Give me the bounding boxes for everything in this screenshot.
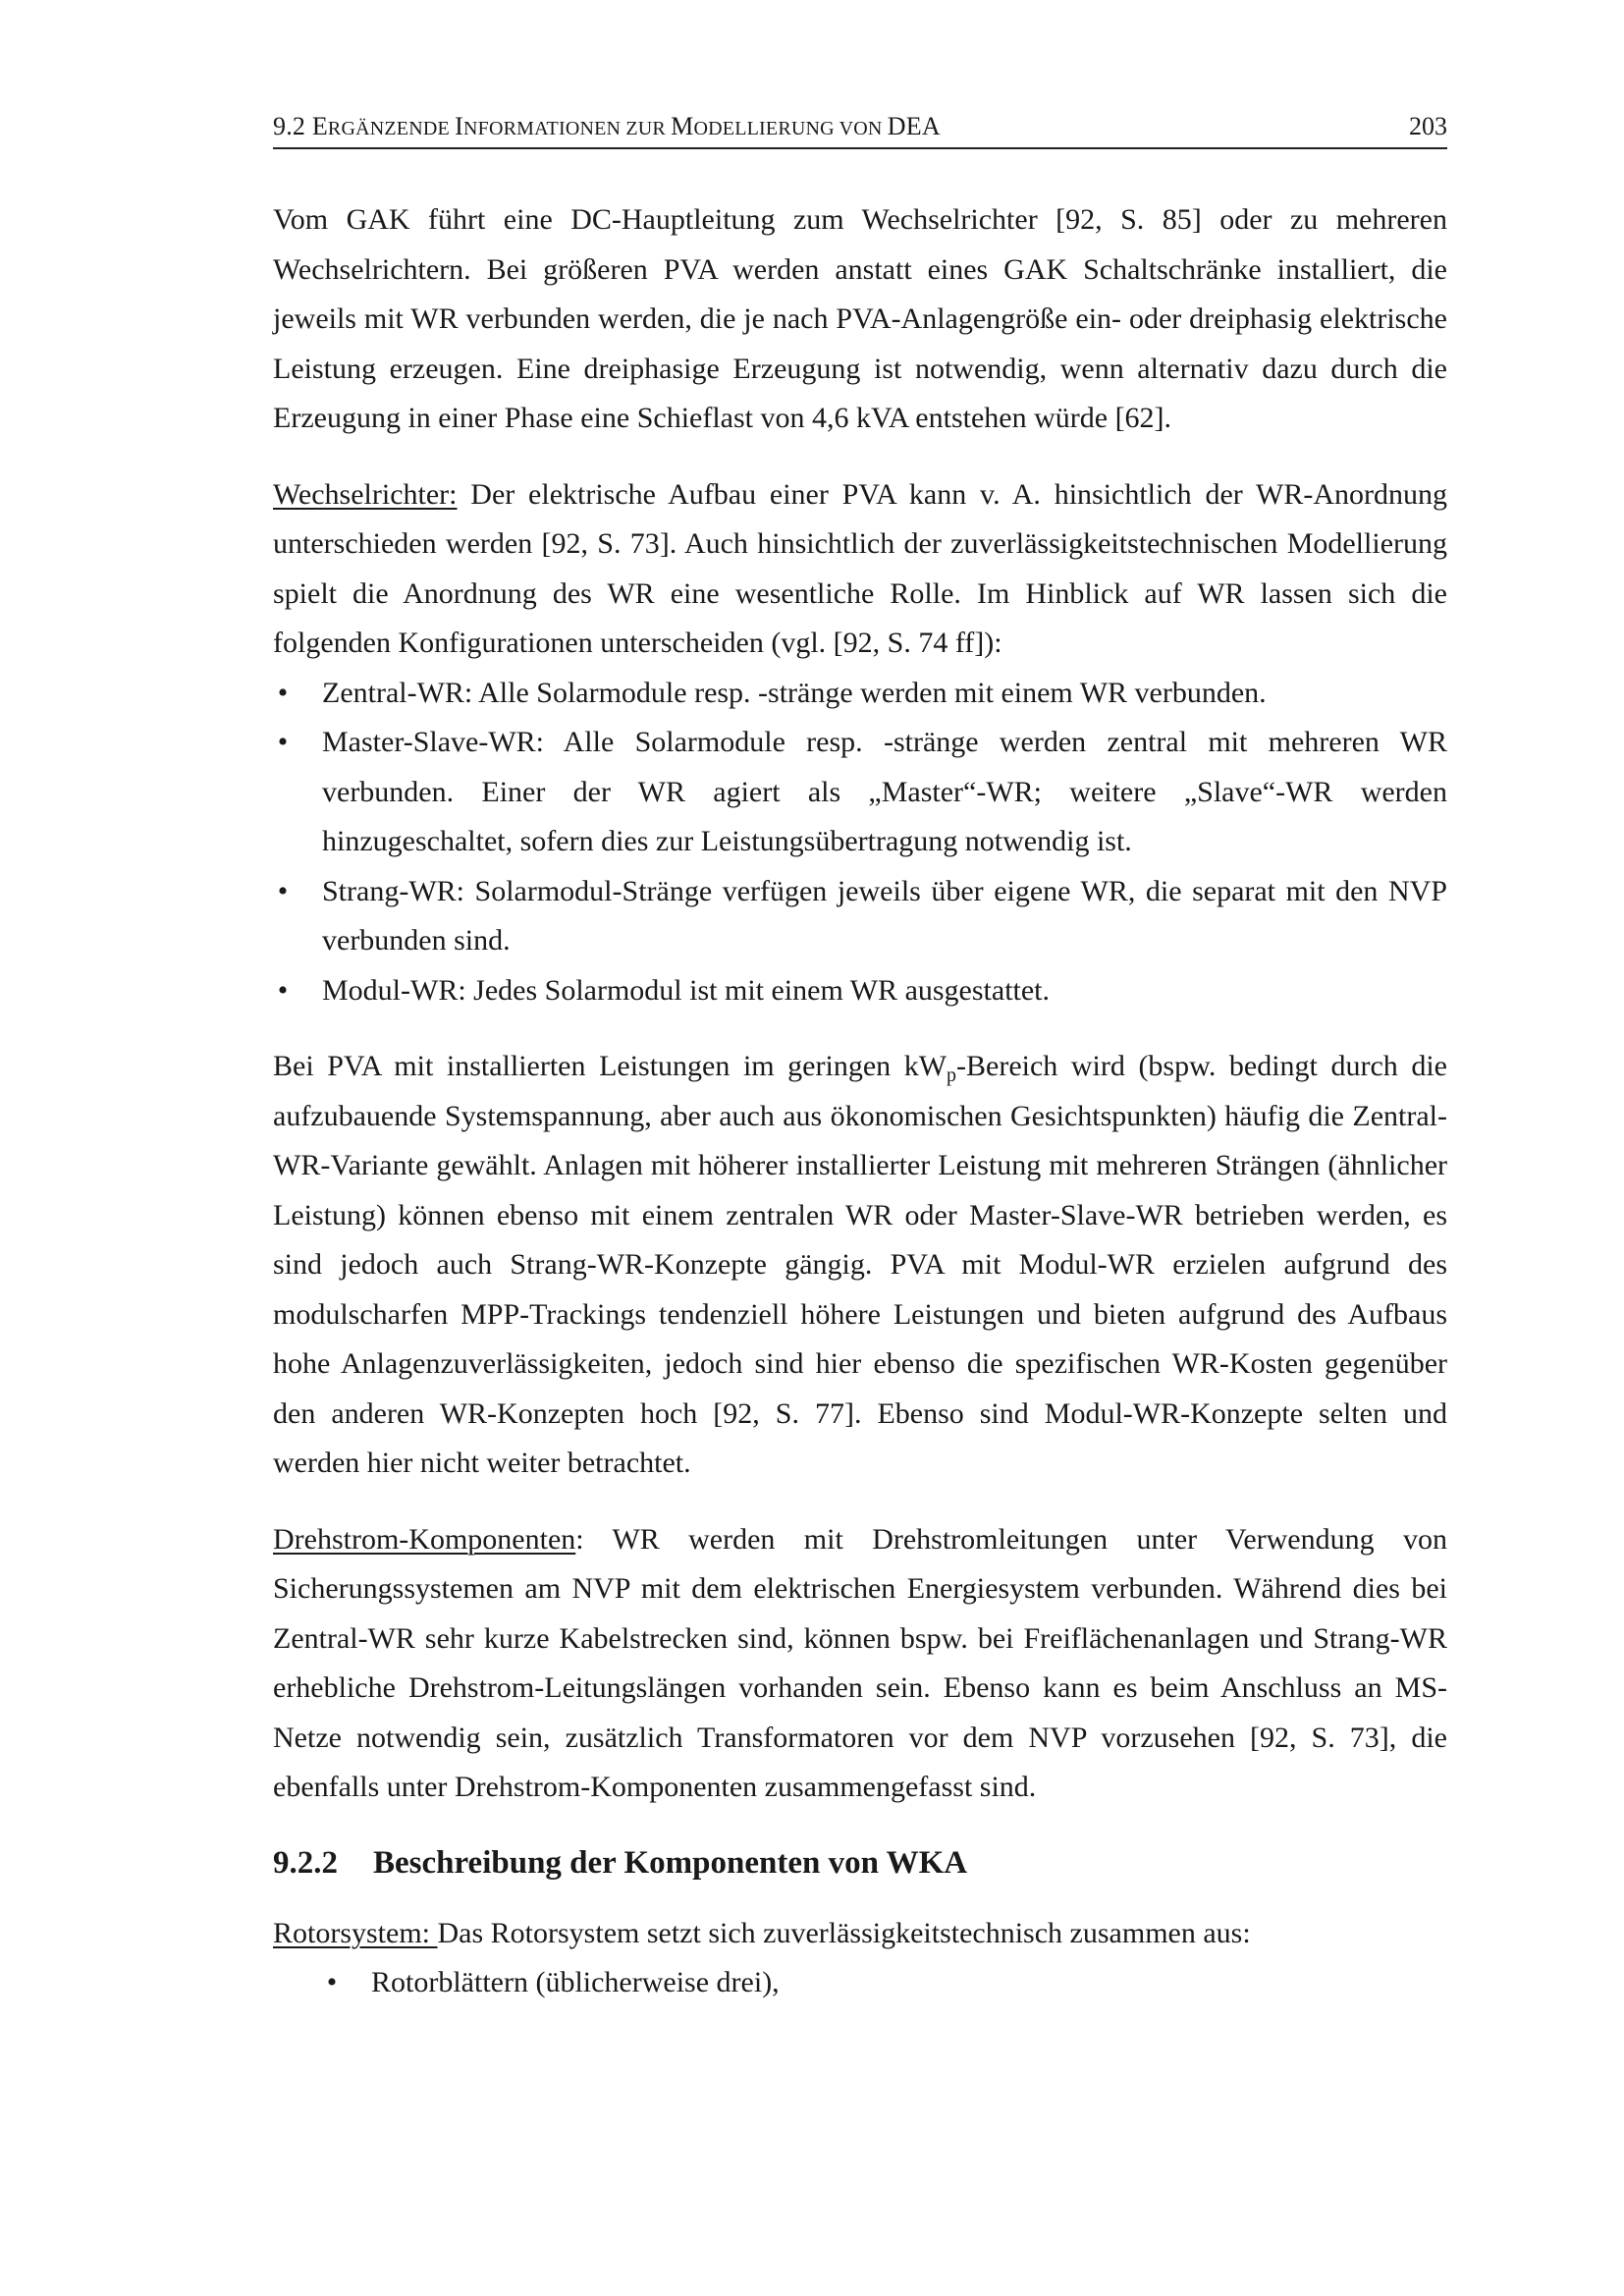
term-rotorsystem: Rotorsystem: (273, 1916, 438, 1949)
list-rotor-components (273, 1958, 1447, 2008)
running-header (273, 112, 1447, 149)
paragraph-pva-konzepte: Bei PVA mit installierten Leistungen im geringen $kW_p$-Bereich wird (bspw. bedingt durch die aufzubauende Systemspannung, aber auch aus ökonomischen Gesichtspunkten) häufig die Zentral-WR-Variante gewählt. Anlagen mit höherer installierter Leistung mit mehreren Strängen (ähnlicher Leistung) können ebenso mit einem zentralen WR oder Master-Slave-WR betrieben werden, es sind jedoch auch Strang-WR-Konzepte gängig. PVA mit Modul-WR erzielen aufgrund des modulscharfen MPP-Trackings tendenziell höhere Leistungen und bieten aufgrund des Aufbaus hohe Anlagenzuverlässigkeiten, jedoch sind hier ebenso die spezifischen WR-Kosten gegenüber den anderen WR-Konzepten hoch [92, S. 77]. Ebenso sind Modul-WR-Konzepte selten und werden hier nicht weiter betrachtet. (273, 1050, 1447, 1479)
page-number: 203 (1409, 112, 1447, 140)
paragraph-gak: Vom GAK führt eine DC-Hauptleitung zum Wechselrichter [92, S. 85] oder zu mehreren Wechselrichtern. Bei größeren PVA werden anstatt eines GAK Schaltschränke installiert, die jeweils mit WR verbunden werden, die je nach PVA-Anlagengröße ein- oder dreiphasig elektrische Leistung erzeugen. Eine dreiphasige Erzeugung ist notwendig, wenn alternativ dazu durch die Erzeugung in einer Phase eine Schieflast von 4,6 kVA entstehen würde [62]. (273, 203, 1447, 434)
body-text (273, 195, 1447, 2008)
list-item: • Master-Slave-WR: Alle Solarmodule resp. -stränge werden zentral mit mehreren WR verbunden. Einer der WR agiert als „Master“-WR; weitere „Slave“-WR werden hinzugeschaltet, sofern dies zur Leistungsübertragung notwendig ist. (273, 718, 1447, 867)
term-wechselrichter: Wechselrichter: (273, 477, 458, 511)
bullet-icon: • (277, 973, 289, 1007)
running-title: 9.2 ERGÄNZENDE INFORMATIONEN ZUR MODELLIERUNG VON DEA (273, 112, 941, 140)
paragraph-rotorsystem: Rotorsystem: Das Rotorsystem setzt sich zuverlässigkeitstechnisch zusammen aus: (273, 1916, 1251, 1949)
term-drehstrom-komponenten: Drehstrom-Komponenten (273, 1522, 576, 1556)
list-item: • Zentral-WR: Alle Solarmodule resp. -stränge werden mit einem WR verbunden. (273, 669, 1447, 719)
list-item: • Modul-WR: Jedes Solarmodul ist mit einem WR ausgestattet. (273, 966, 1447, 1016)
section-number: 9.2.2 (273, 1844, 338, 1881)
bullet-icon: • (326, 1966, 338, 1998)
bullet-icon: • (277, 874, 289, 907)
paragraph-wechselrichter: Wechselrichter: Der elektrische Aufbau einer PVA kann v. A. hinsichtlich der WR-Anordnung unterschieden werden [92, S. 73]. Auch hinsichtlich der zuverlässigkeitstechnischen Modellierung spielt die Anordnung des WR eine wesentliche Rolle. Im Hinblick auf WR lassen sich die folgenden Konfigurationen unterscheiden (vgl. [92, S. 74 ff]): (273, 477, 1447, 659)
list-item: • Strang-WR: Solarmodul-Stränge verfügen jeweils über eigene WR, die separat mit den NVP verbunden sind. (273, 867, 1447, 966)
list-wr-configurations (273, 669, 1447, 1016)
paragraph-drehstrom: Drehstrom-Komponenten: WR werden mit Drehstromleitungen unter Verwendung von Sicherungssystemen am NVP mit dem elektrischen Energiesystem verbunden. Während dies bei Zentral-WR sehr kurze Kabelstrecken sind, können bspw. bei Freiflächenanlagen und Strang-WR erhebliche Drehstrom-Leitungslängen vorhanden sein. Ebenso kann es beim Anschluss an MS-Netze notwendig sein, zusätzlich Transformatoren vor dem NVP vorzusehen [92, S. 73], die ebenfalls unter Drehstrom-Komponenten zusammengefasst sind. (273, 1522, 1447, 1803)
section-heading (273, 1838, 1447, 1887)
bullet-icon: • (277, 726, 289, 758)
section-title: Beschreibung der Komponenten von WKA (373, 1844, 968, 1881)
list-item: • Rotorblättern (üblicherweise drei), (273, 1958, 1447, 2008)
bullet-icon: • (277, 676, 289, 709)
